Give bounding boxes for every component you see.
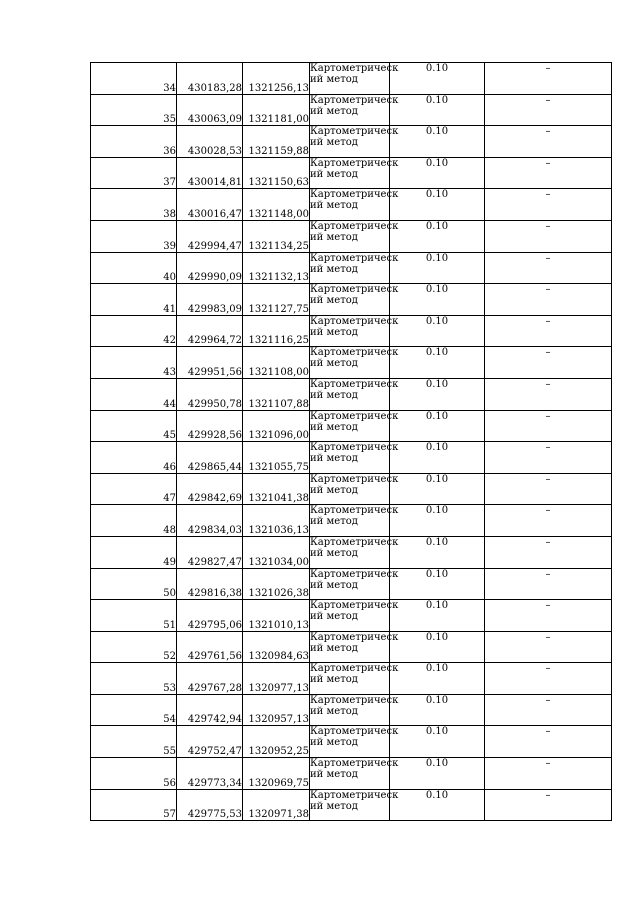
method-cell bbox=[310, 284, 399, 316]
point-number-cell: 48 bbox=[91, 505, 177, 537]
note-cell: – bbox=[485, 536, 612, 568]
method-cell bbox=[310, 63, 399, 95]
note-cell: – bbox=[485, 189, 612, 221]
accuracy-cell: 0.10 bbox=[390, 600, 485, 632]
method-cell bbox=[310, 378, 399, 410]
table-row bbox=[91, 410, 612, 442]
method-cell bbox=[310, 631, 399, 663]
note-cell: – bbox=[485, 568, 612, 600]
table-row bbox=[91, 315, 612, 347]
accuracy-cell: 0.10 bbox=[390, 252, 485, 284]
y-coordinate-cell: 1320977,13 bbox=[243, 663, 310, 695]
table-row bbox=[91, 94, 612, 126]
table-row bbox=[91, 694, 612, 726]
method-text-line-1: Картометрическ bbox=[310, 126, 399, 138]
x-coordinate-cell: 429775,53 bbox=[177, 789, 243, 821]
note-cell: – bbox=[485, 789, 612, 821]
method-text-line-1: Картометрическ bbox=[310, 378, 399, 390]
accuracy-cell: 0.10 bbox=[390, 694, 485, 726]
point-number-cell: 44 bbox=[91, 378, 177, 410]
point-number-cell: 35 bbox=[91, 94, 177, 126]
method-text-line-1: Картометрическ bbox=[310, 758, 399, 770]
method-text-line-2: ий метод bbox=[310, 484, 358, 496]
point-number-cell: 57 bbox=[91, 789, 177, 821]
accuracy-cell: 0.10 bbox=[390, 758, 485, 790]
table-row bbox=[91, 220, 612, 252]
table-row bbox=[91, 505, 612, 537]
accuracy-cell: 0.10 bbox=[390, 505, 485, 537]
accuracy-cell: 0.10 bbox=[390, 315, 485, 347]
accuracy-cell: 0.10 bbox=[390, 347, 485, 379]
method-text-line-2: ий метод bbox=[310, 295, 358, 307]
method-cell bbox=[310, 694, 399, 726]
x-coordinate-cell: 429773,34 bbox=[177, 758, 243, 790]
x-coordinate-cell: 429950,78 bbox=[177, 378, 243, 410]
x-coordinate-cell: 429951,56 bbox=[177, 347, 243, 379]
y-coordinate-cell: 1321181,00 bbox=[243, 94, 310, 126]
method-text-line-2: ий метод bbox=[310, 547, 358, 559]
method-text-line-1: Картометрическ bbox=[310, 284, 399, 296]
method-text-line-2: ий метод bbox=[310, 579, 358, 591]
note-cell: – bbox=[485, 600, 612, 632]
table-row bbox=[91, 157, 612, 189]
x-coordinate-cell: 429761,56 bbox=[177, 631, 243, 663]
note-cell: – bbox=[485, 94, 612, 126]
accuracy-cell: 0.10 bbox=[390, 410, 485, 442]
note-cell: – bbox=[485, 694, 612, 726]
point-number-cell: 50 bbox=[91, 568, 177, 600]
method-text-line-1: Картометрическ bbox=[310, 94, 399, 106]
x-coordinate-cell: 430014,81 bbox=[177, 157, 243, 189]
method-cell bbox=[310, 473, 399, 505]
table-row bbox=[91, 789, 612, 821]
accuracy-cell: 0.10 bbox=[390, 726, 485, 758]
point-number-cell: 54 bbox=[91, 694, 177, 726]
x-coordinate-cell: 429752,47 bbox=[177, 726, 243, 758]
accuracy-cell: 0.10 bbox=[390, 378, 485, 410]
method-text-line-2: ий метод bbox=[310, 263, 358, 275]
method-text-line-2: ий метод bbox=[310, 200, 358, 212]
x-coordinate-cell: 429928,56 bbox=[177, 410, 243, 442]
accuracy-cell: 0.10 bbox=[390, 126, 485, 158]
method-cell bbox=[310, 726, 399, 758]
accuracy-cell: 0.10 bbox=[390, 663, 485, 695]
method-text-line-2: ий метод bbox=[310, 421, 358, 433]
method-text-line-2: ий метод bbox=[310, 769, 358, 781]
x-coordinate-cell: 429990,09 bbox=[177, 252, 243, 284]
x-coordinate-cell: 429842,69 bbox=[177, 473, 243, 505]
point-number-cell: 49 bbox=[91, 536, 177, 568]
method-cell bbox=[310, 126, 399, 158]
x-coordinate-cell: 430016,47 bbox=[177, 189, 243, 221]
y-coordinate-cell: 1321108,00 bbox=[243, 347, 310, 379]
y-coordinate-cell: 1321036,13 bbox=[243, 505, 310, 537]
method-text-line-1: Картометрическ bbox=[310, 157, 399, 169]
point-number-cell: 43 bbox=[91, 347, 177, 379]
accuracy-cell: 0.10 bbox=[390, 473, 485, 505]
y-coordinate-cell: 1321010,13 bbox=[243, 600, 310, 632]
y-coordinate-cell: 1321134,25 bbox=[243, 220, 310, 252]
method-cell bbox=[310, 600, 399, 632]
x-coordinate-cell: 430063,09 bbox=[177, 94, 243, 126]
accuracy-cell: 0.10 bbox=[390, 631, 485, 663]
y-coordinate-cell: 1321026,38 bbox=[243, 568, 310, 600]
y-coordinate-cell: 1320971,38 bbox=[243, 789, 310, 821]
method-text-line-2: ий метод bbox=[310, 674, 358, 686]
point-number-cell: 45 bbox=[91, 410, 177, 442]
accuracy-cell: 0.10 bbox=[390, 536, 485, 568]
x-coordinate-cell: 429767,28 bbox=[177, 663, 243, 695]
method-cell bbox=[310, 252, 399, 284]
method-text-line-1: Картометрическ bbox=[310, 568, 399, 580]
accuracy-cell: 0.10 bbox=[390, 789, 485, 821]
method-text-line-1: Картометрическ bbox=[310, 505, 399, 517]
method-text-line-2: ий метод bbox=[310, 705, 358, 717]
y-coordinate-cell: 1321107,88 bbox=[243, 378, 310, 410]
y-coordinate-cell: 1321150,63 bbox=[243, 157, 310, 189]
table-row bbox=[91, 726, 612, 758]
note-cell: – bbox=[485, 505, 612, 537]
method-text-line-1: Картометрическ bbox=[310, 726, 399, 738]
x-coordinate-cell: 429834,03 bbox=[177, 505, 243, 537]
y-coordinate-cell: 1321148,00 bbox=[243, 189, 310, 221]
method-cell bbox=[310, 189, 399, 221]
coordinates-table bbox=[90, 62, 612, 821]
table-row bbox=[91, 284, 612, 316]
point-number-cell: 42 bbox=[91, 315, 177, 347]
accuracy-cell: 0.10 bbox=[390, 284, 485, 316]
method-text-line-1: Картометрическ bbox=[310, 442, 399, 454]
method-text-line-1: Картометрическ bbox=[310, 663, 399, 675]
table-row bbox=[91, 631, 612, 663]
method-text-line-1: Картометрическ bbox=[310, 631, 399, 643]
method-cell bbox=[310, 315, 399, 347]
x-coordinate-cell: 429827,47 bbox=[177, 536, 243, 568]
accuracy-cell: 0.10 bbox=[390, 94, 485, 126]
method-text-line-1: Картометрическ bbox=[310, 347, 399, 359]
y-coordinate-cell: 1321256,13 bbox=[243, 63, 310, 95]
note-cell: – bbox=[485, 726, 612, 758]
point-number-cell: 38 bbox=[91, 189, 177, 221]
point-number-cell: 39 bbox=[91, 220, 177, 252]
method-text-line-2: ий метод bbox=[310, 74, 358, 85]
method-cell bbox=[310, 568, 399, 600]
note-cell: – bbox=[485, 473, 612, 505]
method-text-line-2: ий метод bbox=[310, 642, 358, 654]
method-text-line-2: ий метод bbox=[310, 611, 358, 623]
note-cell: – bbox=[485, 378, 612, 410]
table-row bbox=[91, 758, 612, 790]
method-text-line-2: ий метод bbox=[310, 105, 358, 117]
method-cell bbox=[310, 442, 399, 474]
method-text-line-1: Картометрическ bbox=[310, 600, 399, 612]
point-number-cell: 55 bbox=[91, 726, 177, 758]
method-text-line-1: Картометрическ bbox=[310, 410, 399, 422]
accuracy-cell: 0.10 bbox=[390, 63, 485, 95]
point-number-cell: 52 bbox=[91, 631, 177, 663]
method-text-line-1: Картометрическ bbox=[310, 789, 399, 801]
note-cell: – bbox=[485, 252, 612, 284]
note-cell: – bbox=[485, 63, 612, 95]
x-coordinate-cell: 430028,53 bbox=[177, 126, 243, 158]
x-coordinate-cell: 429742,94 bbox=[177, 694, 243, 726]
y-coordinate-cell: 1321132,13 bbox=[243, 252, 310, 284]
method-text-line-1: Картометрическ bbox=[310, 252, 399, 264]
note-cell: – bbox=[485, 157, 612, 189]
table-row bbox=[91, 568, 612, 600]
method-text-line-1: Картометрическ bbox=[310, 536, 399, 548]
y-coordinate-cell: 1320969,75 bbox=[243, 758, 310, 790]
point-number-cell: 47 bbox=[91, 473, 177, 505]
coordinates-table-body bbox=[91, 63, 612, 821]
note-cell: – bbox=[485, 758, 612, 790]
method-cell bbox=[310, 410, 399, 442]
note-cell: – bbox=[485, 220, 612, 252]
table-row bbox=[91, 126, 612, 158]
point-number-cell: 46 bbox=[91, 442, 177, 474]
note-cell: – bbox=[485, 347, 612, 379]
point-number-cell: 51 bbox=[91, 600, 177, 632]
y-coordinate-cell: 1321116,25 bbox=[243, 315, 310, 347]
point-number-cell: 40 bbox=[91, 252, 177, 284]
method-cell bbox=[310, 94, 399, 126]
table-row bbox=[91, 442, 612, 474]
note-cell: – bbox=[485, 315, 612, 347]
note-cell: – bbox=[485, 126, 612, 158]
table-row bbox=[91, 378, 612, 410]
y-coordinate-cell: 1320984,63 bbox=[243, 631, 310, 663]
method-cell bbox=[310, 758, 399, 790]
table-row bbox=[91, 663, 612, 695]
point-number-cell: 34 bbox=[91, 63, 177, 95]
table-row bbox=[91, 600, 612, 632]
method-text-line-2: ий метод bbox=[310, 231, 358, 243]
y-coordinate-cell: 1320952,25 bbox=[243, 726, 310, 758]
method-cell bbox=[310, 663, 399, 695]
method-text-line-2: ий метод bbox=[310, 516, 358, 528]
point-number-cell: 41 bbox=[91, 284, 177, 316]
accuracy-cell: 0.10 bbox=[390, 568, 485, 600]
x-coordinate-cell: 429994,47 bbox=[177, 220, 243, 252]
point-number-cell: 56 bbox=[91, 758, 177, 790]
table-row bbox=[91, 252, 612, 284]
table-row bbox=[91, 63, 612, 95]
method-text-line-2: ий метод bbox=[310, 326, 358, 338]
point-number-cell: 37 bbox=[91, 157, 177, 189]
y-coordinate-cell: 1321034,00 bbox=[243, 536, 310, 568]
method-text-line-1: Картометрическ bbox=[310, 220, 399, 232]
method-cell bbox=[310, 789, 399, 821]
note-cell: – bbox=[485, 442, 612, 474]
method-text-line-1: Картометрическ bbox=[310, 63, 399, 74]
method-cell bbox=[310, 536, 399, 568]
method-text-line-1: Картометрическ bbox=[310, 189, 399, 201]
method-text-line-1: Картометрическ bbox=[310, 473, 399, 485]
point-number-cell: 36 bbox=[91, 126, 177, 158]
table-row bbox=[91, 536, 612, 568]
method-cell bbox=[310, 157, 399, 189]
note-cell: – bbox=[485, 410, 612, 442]
note-cell: – bbox=[485, 663, 612, 695]
method-text-line-2: ий метод bbox=[310, 358, 358, 370]
x-coordinate-cell: 429795,06 bbox=[177, 600, 243, 632]
method-cell bbox=[310, 220, 399, 252]
y-coordinate-cell: 1320957,13 bbox=[243, 694, 310, 726]
x-coordinate-cell: 429983,09 bbox=[177, 284, 243, 316]
y-coordinate-cell: 1321055,75 bbox=[243, 442, 310, 474]
method-cell bbox=[310, 347, 399, 379]
accuracy-cell: 0.10 bbox=[390, 189, 485, 221]
note-cell: – bbox=[485, 284, 612, 316]
accuracy-cell: 0.10 bbox=[390, 157, 485, 189]
y-coordinate-cell: 1321159,88 bbox=[243, 126, 310, 158]
x-coordinate-cell: 429816,38 bbox=[177, 568, 243, 600]
table-row bbox=[91, 189, 612, 221]
method-text-line-2: ий метод bbox=[310, 389, 358, 401]
accuracy-cell: 0.10 bbox=[390, 442, 485, 474]
method-text-line-2: ий метод bbox=[310, 453, 358, 465]
x-coordinate-cell: 429964,72 bbox=[177, 315, 243, 347]
table-row bbox=[91, 473, 612, 505]
method-text-line-2: ий метод bbox=[310, 737, 358, 749]
method-text-line-1: Картометрическ bbox=[310, 315, 399, 327]
point-number-cell: 53 bbox=[91, 663, 177, 695]
method-text-line-2: ий метод bbox=[310, 137, 358, 149]
y-coordinate-cell: 1321096,00 bbox=[243, 410, 310, 442]
method-text-line-2: ий метод bbox=[310, 800, 358, 812]
note-cell: – bbox=[485, 631, 612, 663]
table-row bbox=[91, 347, 612, 379]
accuracy-cell: 0.10 bbox=[390, 220, 485, 252]
method-text-line-2: ий метод bbox=[310, 168, 358, 180]
method-cell bbox=[310, 505, 399, 537]
y-coordinate-cell: 1321041,38 bbox=[243, 473, 310, 505]
x-coordinate-cell: 429865,44 bbox=[177, 442, 243, 474]
method-text-line-1: Картометрическ bbox=[310, 694, 399, 706]
x-coordinate-cell: 430183,28 bbox=[177, 63, 243, 95]
y-coordinate-cell: 1321127,75 bbox=[243, 284, 310, 316]
